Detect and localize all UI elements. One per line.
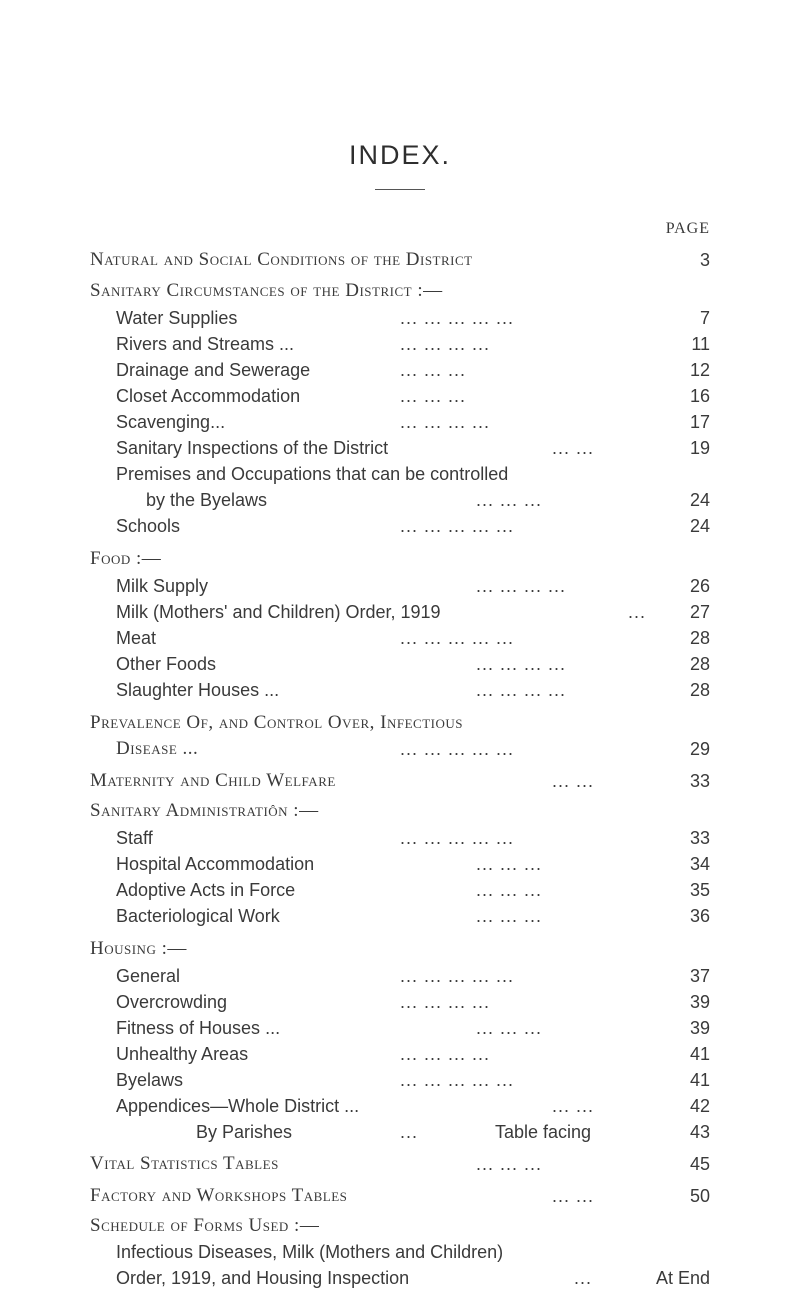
- leader-dots: ... ...: [552, 438, 595, 458]
- leader-dots: ... ... ... ... ...: [400, 628, 515, 648]
- entry-text: Meat: [116, 628, 157, 648]
- leader-dots: ...: [574, 1268, 593, 1288]
- entry-text: Order, 1919, and Housing Inspection: [116, 1268, 410, 1288]
- leader-dots: ... ... ...: [476, 490, 543, 510]
- leader-dots: ... ... ... ...: [476, 680, 567, 700]
- leader-dots: ...: [628, 602, 647, 622]
- index-entry-other-foods: [0, 651, 800, 677]
- leader-dots: ... ...: [552, 1096, 595, 1116]
- index-entry-disease: [0, 736, 800, 762]
- entry-text: Milk Supply: [116, 576, 209, 596]
- section-heading: Schedule of Forms Used :—: [90, 1215, 320, 1236]
- entry-text: Rivers and Streams ...: [116, 334, 295, 354]
- index-entry-natural-social: [0, 247, 800, 273]
- leader-dots: ... ... ... ... ...: [400, 1070, 515, 1090]
- entry-text: Slaughter Houses ...: [116, 680, 280, 700]
- index-entry-maternity-welfare: [0, 768, 800, 794]
- entry-page: 37: [689, 966, 710, 986]
- entry-page: 24: [689, 490, 710, 510]
- index-section-food: [0, 546, 800, 572]
- entry-page: 43: [689, 1122, 710, 1142]
- entry-page: 50: [689, 1186, 710, 1206]
- entry-page: 36: [689, 906, 710, 926]
- index-entry-byelaws: [0, 1067, 800, 1093]
- index-entry-staff: [0, 825, 800, 851]
- index-entry-general: [0, 963, 800, 989]
- leader-dots: ... ... ...: [476, 1018, 543, 1038]
- index-entry-adoptive-acts: [0, 877, 800, 903]
- entry-text: Overcrowding: [116, 992, 228, 1012]
- leader-dots: ... ... ...: [476, 880, 543, 900]
- leader-dots: ... ... ... ...: [400, 992, 491, 1012]
- leader-dots: ... ... ... ... ...: [400, 828, 515, 848]
- index-section-housing: [0, 936, 800, 962]
- section-heading: Housing :—: [90, 938, 187, 959]
- entry-page: 28: [689, 680, 710, 700]
- leader-dots: ... ...: [552, 1186, 595, 1206]
- index-entry-milk-order: [0, 599, 800, 625]
- title-rule: [375, 189, 425, 190]
- entry-text: Adoptive Acts in Force: [116, 880, 296, 900]
- entry-text: Hospital Accommodation: [116, 854, 315, 874]
- index-entry-factory-workshops: [0, 1183, 800, 1209]
- leader-dots: ...: [400, 1122, 419, 1142]
- index-entry-water-supplies: [0, 305, 800, 331]
- section-heading: Sanitary Administratiôn :—: [90, 800, 319, 821]
- entry-text: Byelaws: [116, 1070, 184, 1090]
- entry-page: At End: [655, 1268, 710, 1288]
- index-entry-closet-accommodation: [0, 383, 800, 409]
- entry-page: 28: [689, 628, 710, 648]
- entry-page: 3: [699, 250, 710, 270]
- index-section-sanitary-administration: [0, 798, 800, 824]
- index-entry-fitness-of-houses: [0, 1015, 800, 1041]
- entry-page: 35: [689, 880, 710, 900]
- entry-text: Drainage and Sewerage: [116, 360, 311, 380]
- leader-dots: ... ... ... ... ...: [400, 966, 515, 986]
- leader-dots: ... ... ... ...: [400, 334, 491, 354]
- entry-page: 19: [689, 438, 710, 458]
- entry-page: 33: [689, 771, 710, 791]
- entry-page: 28: [689, 654, 710, 674]
- index-entry-by-parishes: [0, 1119, 800, 1145]
- leader-dots: ... ... ... ... ...: [400, 516, 515, 536]
- index-entry-vital-statistics: [0, 1151, 800, 1177]
- entry-text: By Parishes: [196, 1122, 293, 1142]
- entry-text: Unhealthy Areas: [116, 1044, 249, 1064]
- entry-text: Premises and Occupations that can be controlled: [116, 464, 509, 484]
- table-facing-note: Table facing: [495, 1122, 592, 1142]
- leader-dots: ... ... ... ...: [400, 412, 491, 432]
- leader-dots: ... ... ...: [476, 1154, 543, 1174]
- leader-dots: ... ... ...: [476, 906, 543, 926]
- entry-text: Factory and Workshops Tables: [90, 1185, 348, 1206]
- entry-text: Closet Accommodation: [116, 386, 301, 406]
- leader-dots: ... ... ...: [400, 360, 467, 380]
- leader-dots: ... ... ... ... ...: [400, 308, 515, 328]
- entry-page: 41: [689, 1070, 710, 1090]
- entry-page: 27: [689, 602, 710, 622]
- entry-page: 16: [689, 386, 710, 406]
- entry-text: Bacteriological Work: [116, 906, 280, 926]
- entry-text: Maternity and Child Welfare: [90, 770, 336, 791]
- index-entry-unhealthy-areas: [0, 1041, 800, 1067]
- entry-text: Scavenging...: [116, 412, 226, 432]
- entry-page: 34: [689, 854, 710, 874]
- entry-page: 17: [689, 412, 710, 432]
- entry-text: Milk (Mothers' and Children) Order, 1919: [116, 602, 441, 622]
- index-section-prevalence: [0, 710, 800, 736]
- entry-text: by the Byelaws: [146, 490, 268, 510]
- entry-text: Natural and Social Conditions of the District: [90, 249, 473, 270]
- index-entry-by-the-byelaws: [0, 487, 800, 513]
- index-entry-milk-supply: [0, 573, 800, 599]
- entry-page: 42: [689, 1096, 710, 1116]
- index-entry-hospital-accommodation: [0, 851, 800, 877]
- leader-dots: ... ...: [552, 771, 595, 791]
- entry-text: Fitness of Houses ...: [116, 1018, 281, 1038]
- leader-dots: ... ... ... ...: [476, 576, 567, 596]
- index-section-sanitary-circumstances: [0, 278, 800, 304]
- entry-text: Staff: [116, 828, 153, 848]
- index-entry-appendices-whole-district: [0, 1093, 800, 1119]
- leader-dots: ... ... ...: [476, 854, 543, 874]
- entry-page: 12: [689, 360, 710, 380]
- entry-text: Vital Statistics Tables: [90, 1153, 279, 1174]
- entry-page: 33: [689, 828, 710, 848]
- entry-text: Infectious Diseases, Milk (Mothers and Children): [116, 1242, 504, 1262]
- index-entry-bacteriological-work: [0, 903, 800, 929]
- entry-page: 39: [689, 992, 710, 1012]
- index-entry-scavenging: [0, 409, 800, 435]
- section-heading: Sanitary Circumstances of the District :—: [90, 280, 443, 301]
- entry-page: 41: [689, 1044, 710, 1064]
- index-entry-slaughter-houses: [0, 677, 800, 703]
- entry-page: 7: [699, 308, 710, 328]
- index-entry-rivers-streams: [0, 331, 800, 357]
- entry-page: 39: [689, 1018, 710, 1038]
- section-heading: Prevalence Of, and Control Over, Infectious: [90, 712, 463, 733]
- leader-dots: ... ... ... ... ...: [400, 739, 515, 759]
- entry-text: Schools: [116, 516, 181, 536]
- entry-text: Appendices—Whole District ...: [116, 1096, 360, 1116]
- index-entry-sanitary-inspections: [0, 435, 800, 461]
- index-entry-drainage-sewerage: [0, 357, 800, 383]
- entry-page: 45: [689, 1154, 710, 1174]
- entry-page: 26: [689, 576, 710, 596]
- page-column-header: PAGE: [665, 220, 710, 237]
- index-title: INDEX.: [348, 140, 452, 170]
- entry-text: General: [116, 966, 181, 986]
- section-heading: Food :—: [90, 548, 162, 569]
- index-entry-overcrowding: [0, 989, 800, 1015]
- leader-dots: ... ... ... ...: [400, 1044, 491, 1064]
- entry-text: Disease ...: [116, 738, 199, 759]
- index-entry-order-housing-inspection: [0, 1265, 800, 1291]
- index-entry-meat: [0, 625, 800, 651]
- entry-page: 24: [689, 516, 710, 536]
- entry-page: 29: [689, 739, 710, 759]
- index-entry-schools: [0, 513, 800, 539]
- entry-text: Water Supplies: [116, 308, 238, 328]
- index-entry-infectious-diseases-forms: [0, 1239, 800, 1265]
- entry-text: Other Foods: [116, 654, 217, 674]
- leader-dots: ... ... ...: [400, 386, 467, 406]
- leader-dots: ... ... ... ...: [476, 654, 567, 674]
- entry-page: 11: [691, 334, 710, 354]
- entry-text: Sanitary Inspections of the District: [116, 438, 389, 458]
- index-entry-premises-occupations: [0, 461, 800, 487]
- index-section-schedule-of-forms: [0, 1213, 800, 1239]
